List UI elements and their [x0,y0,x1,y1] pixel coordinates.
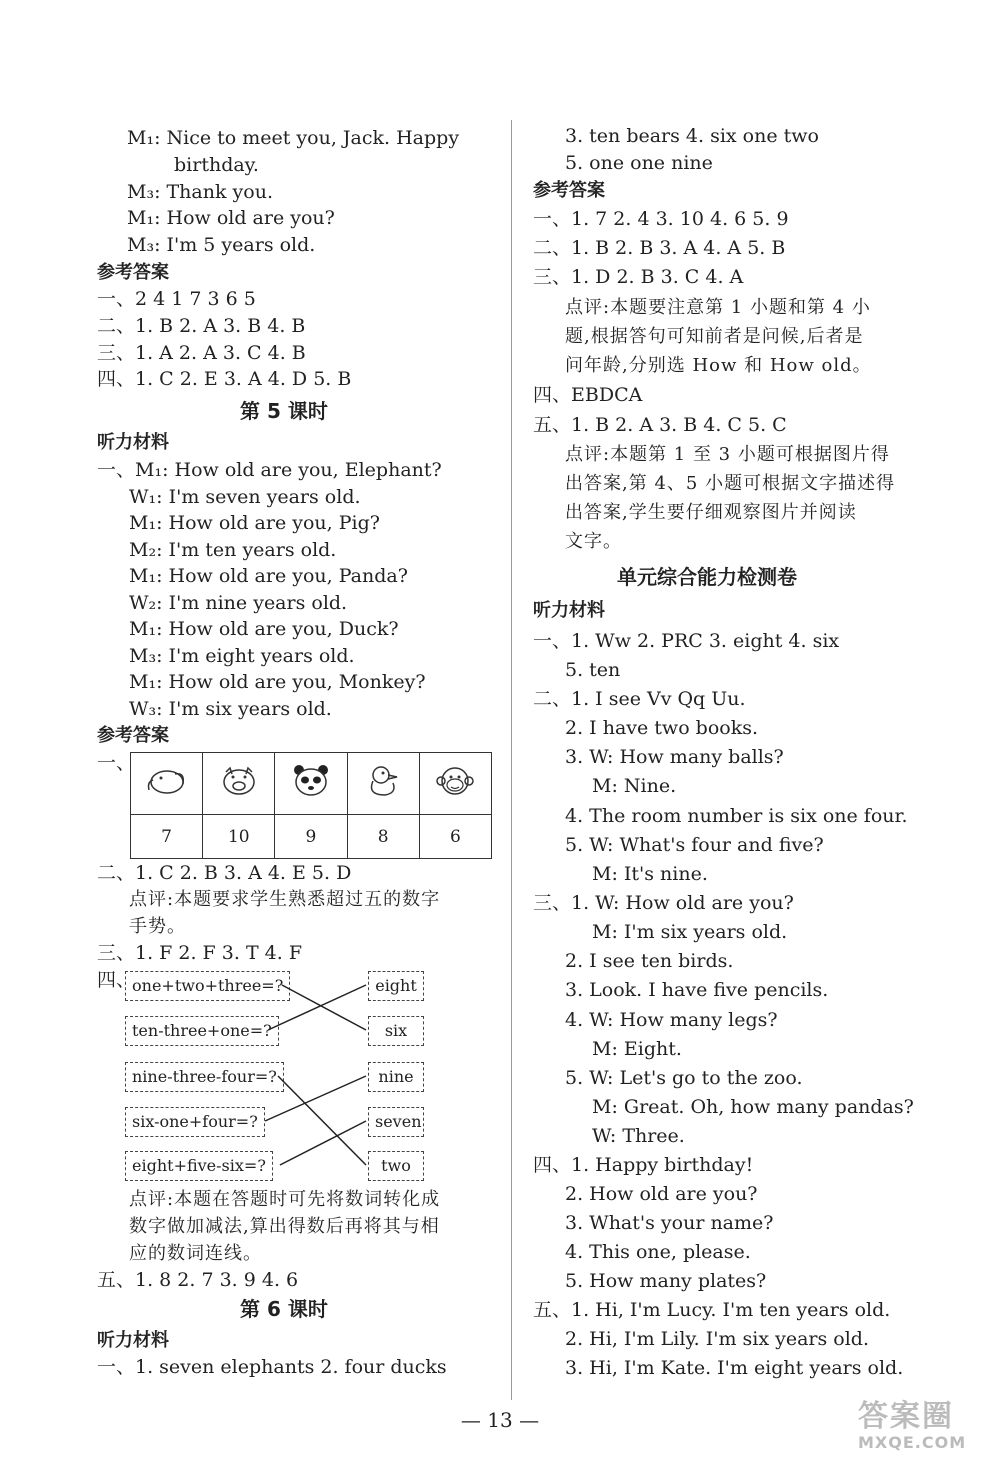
lesson-title: 第 5 课时 [240,399,328,423]
listening-heading: 听力材料 [97,1330,169,1351]
match-line [268,985,366,1030]
comment-line: 手势。 [129,916,186,937]
answer-line: 5. one one nine [565,152,713,174]
script-line: 3. What's your name? [565,1212,774,1234]
script-line: 2. I have two books. [565,717,759,739]
answer-line: 一、2 4 1 7 3 6 5 [97,288,256,310]
answer-heading: 参考答案 [97,262,169,283]
age-cell: 7 [131,815,203,859]
page-number: — 13 — [460,1408,540,1432]
comment-line: 点评:本题在答题时可先将数词转化成 [129,1189,441,1210]
match-word: nine [368,1062,424,1092]
script-line: 二、1. I see Vv Qq Uu. [533,688,746,710]
answer-heading: 参考答案 [97,725,169,746]
script-line: W: Three. [592,1125,685,1147]
comment-line: 点评:本题要注意第 1 小题和第 4 小 [565,297,871,318]
answer-line: 四、1. C 2. E 3. A 4. D 5. B [97,368,352,390]
script-line: 5. W: Let's go to the zoo. [565,1067,803,1089]
comment-line: 文字。 [565,531,622,552]
dialogue-line: M₃: I'm 5 years old. [127,234,316,256]
comment-line: 出答案,学生要仔细观察图片并阅读 [565,502,857,523]
script-line: 2. How old are you? [565,1183,758,1205]
script-line: 一、1. Ww 2. PRC 3. eight 4. six [533,630,840,652]
dialogue-line: M₁: How old are you? [127,207,335,229]
lesson-title: 第 6 课时 [240,1297,328,1321]
answer-line: 二、1. B 2. B 3. A 4. A 5. B [533,237,786,259]
dialogue-line: W₃: I'm six years old. [129,698,332,720]
script-line: 四、1. Happy birthday! [533,1154,754,1176]
answer-label: 四、 [97,969,136,991]
dialogue-line: 一、1. seven elephants 2. four ducks [97,1356,447,1378]
answer-line: 3. ten bears 4. six one two [565,125,819,147]
script-line: 2. I see ten birds. [565,950,734,972]
script-line: 5. How many plates? [565,1270,767,1292]
script-line: M: It's nine. [592,863,708,885]
match-expression: ten-three+one=? [125,1016,279,1046]
age-cell: 10 [203,815,275,859]
dialogue-line: M₁: Nice to meet you, Jack. Happy [127,127,460,149]
script-line: 4. W: How many legs? [565,1009,778,1031]
age-cell: 9 [275,815,347,859]
script-line: 三、1. W: How old are you? [533,892,794,914]
match-word: seven [368,1107,424,1137]
comment-line: 点评:本题第 1 至 3 小题可根据图片得 [565,444,890,465]
answer-line: 四、EBDCA [533,384,643,406]
answer-line: 二、1. B 2. A 3. B 4. B [97,315,306,337]
answer-heading: 参考答案 [533,180,605,201]
match-line [282,985,366,1030]
match-expression: eight+five-six=? [125,1151,273,1181]
dialogue-line: W₂: I'm nine years old. [129,592,348,614]
match-line [280,1121,366,1165]
listening-heading: 听力材料 [97,432,169,453]
script-line: M: Great. Oh, how many pandas? [592,1096,914,1118]
script-line: 5. W: What's four and five? [565,834,824,856]
dialogue-line: 一、M₁: How old are you, Elephant? [97,459,442,481]
comment-line: 出答案,第 4、5 小题可根据文字描述得 [565,473,896,494]
comment-line: 题,根据答句可知前者是问候,后者是 [565,326,864,347]
script-line: M: Eight. [592,1038,682,1060]
dialogue-line: M₁: How old are you, Panda? [129,565,408,587]
dialogue-line: M₃: Thank you. [127,181,273,203]
script-line: 4. This one, please. [565,1241,751,1263]
answer-line: 三、1. A 2. A 3. C 4. B [97,342,306,364]
age-cell: 6 [419,815,491,859]
watermark-text: 答案圈 [858,1399,954,1434]
dialogue-line: M₁: How old are you, Duck? [129,618,399,640]
watermark-url: MXQE.COM [858,1433,967,1452]
dialogue-line: M₁: How old are you, Monkey? [129,671,426,693]
match-expression: one+two+three=? [125,971,290,1001]
watermark-logo [858,1400,966,1452]
match-expression: nine-three-four=? [125,1062,284,1092]
unit-test-title: 单元综合能力检测卷 [617,565,797,589]
match-line [278,1076,366,1165]
dialogue-line: W₁: I'm seven years old. [129,486,361,508]
dialogue-line: birthday. [174,154,259,176]
match-word: two [368,1151,424,1181]
script-line: 5. ten [565,659,621,681]
listening-heading: 听力材料 [533,600,605,621]
answer-line: 二、1. C 2. B 3. A 4. E 5. D [97,862,352,884]
match-word: six [368,1016,424,1046]
answer-line: 一、1. 7 2. 4 3. 10 4. 6 5. 9 [533,208,789,230]
script-line: M: Nine. [592,775,677,797]
dialogue-line: M₃: I'm eight years old. [129,645,355,667]
comment-line: 问年龄,分别选 How 和 How old。 [565,355,872,376]
dialogue-line: M₁: How old are you, Pig? [129,512,380,534]
dialogue-line: M₂: I'm ten years old. [129,539,337,561]
script-line: 五、1. Hi, I'm Lucy. I'm ten years old. [533,1299,891,1321]
script-line: 2. Hi, I'm Lily. I'm six years old. [565,1328,869,1350]
script-line: 3. W: How many balls? [565,746,784,768]
match-expression: six-one+four=? [125,1107,265,1137]
answer-line: 三、1. F 2. F 3. T 4. F [97,942,303,964]
script-line: 3. Hi, I'm Kate. I'm eight years old. [565,1357,904,1379]
comment-line: 点评:本题要求学生熟悉超过五的数字 [129,889,441,910]
answer-label: 一、 [97,752,136,774]
answer-line: 三、1. D 2. B 3. C 4. A [533,266,744,288]
script-line: 4. The room number is six one four. [565,805,908,827]
comment-line: 应的数词连线。 [129,1243,262,1264]
match-word: eight [368,971,424,1001]
answer-line: 五、1. B 2. A 3. B 4. C 5. C [533,414,787,436]
script-line: M: I'm six years old. [592,921,788,943]
comment-line: 数字做加减法,算出得数后再将其与相 [129,1216,440,1237]
age-cell: 8 [347,815,419,859]
answer-line: 五、1. 8 2. 7 3. 9 4. 6 [97,1269,299,1291]
script-line: 3. Look. I have five pencils. [565,979,829,1001]
